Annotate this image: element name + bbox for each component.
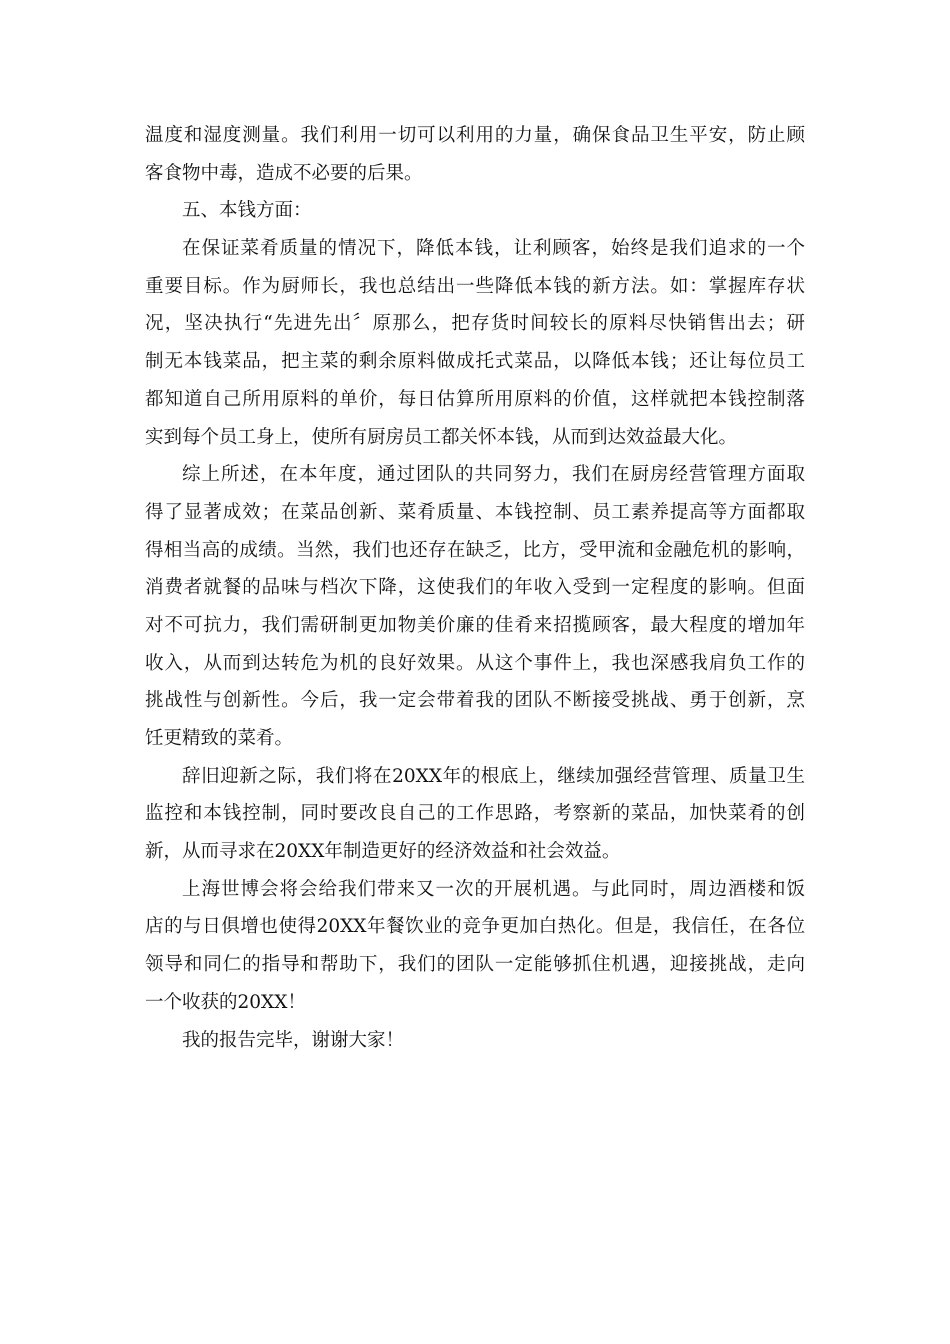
- text-line: 温度和湿度测量。我们利用一切可以利用的力量，确保食品卫生平安，防止顾: [145, 125, 805, 146]
- text-line: 收入，从而到达转危为机的良好效果。从这个事件上，我也深感我肩负工作的: [145, 652, 805, 674]
- text-line: 重要目标。作为厨师长，我也总结出一些降低本钱的新方法。如：掌握库存状: [145, 275, 805, 297]
- text-line: 综上所述，在本年度，通过团队的共同努力，我们在厨房经营管理方面取: [182, 464, 805, 486]
- text-line: 对不可抗力，我们需研制更加物美价廉的佳肴来招揽顾客，最大程度的增加年: [145, 614, 805, 636]
- text-line: 得相当高的成绩。当然，我们也还存在缺乏，比方，受甲流和金融危机的影响，: [145, 539, 805, 561]
- text-line: 实到每个员工身上，使所有厨房员工都关怀本钱，从而到达效益最大化。: [145, 426, 738, 448]
- text-line: 一个收获的20XX！: [145, 991, 306, 1013]
- text-line: 饪更精致的菜肴。: [145, 728, 294, 749]
- text-line: 得了显著成效；在菜品创新、菜肴质量、本钱控制、员工素养提高等方面都取: [145, 501, 805, 523]
- text-line: 都知道自己所用原料的单价，每日估算所用原料的价值，这样就把本钱控制落: [145, 388, 805, 410]
- text-line: 挑战性与创新性。今后，我一定会带着我的团队不断接受挑战、勇于创新，烹: [145, 690, 805, 712]
- text-line: 客食物中毒，造成不必要的后果。: [145, 162, 423, 184]
- text-line: 监控和本钱控制，同时要改良自己的工作思路，考察新的菜品，加快菜肴的创: [145, 803, 805, 825]
- text-line: 况，坚决执行“先进先出〞原那么，把存货时间较长的原料尽快销售出去；研: [145, 313, 805, 335]
- document-body: [145, 117, 805, 1059]
- text-line: 店的与日俱增也使得20XX年餐饮业的竞争更加白热化。但是，我信任，在各位: [145, 916, 805, 938]
- text-line: 在保证菜肴质量的情况下，降低本钱，让利顾客，始终是我们追求的一个: [182, 238, 805, 260]
- text-line: 五、本钱方面：: [182, 200, 312, 222]
- text-line: 辞旧迎新之际，我们将在20XX年的根底上，继续加强经营管理、质量卫生: [182, 765, 805, 787]
- text-line: 我的报告完毕，谢谢大家！: [182, 1029, 405, 1051]
- text-line: 新，从而寻求在20XX年制造更好的经济效益和社会效益。: [145, 841, 621, 863]
- text-line: 领导和同仁的指导和帮助下，我们的团队一定能够抓住机遇，迎接挑战，走向: [145, 954, 805, 976]
- text-line: 制无本钱菜品，把主菜的剩余原料做成托式菜品，以降低本钱；还让每位员工: [145, 351, 805, 373]
- text-line: 消费者就餐的品味与档次下降，这使我们的年收入受到一定程度的影响。但面: [145, 577, 805, 599]
- text-line: 上海世博会将会给我们带来又一次的开展机遇。与此同时，周边酒楼和饭: [182, 878, 805, 900]
